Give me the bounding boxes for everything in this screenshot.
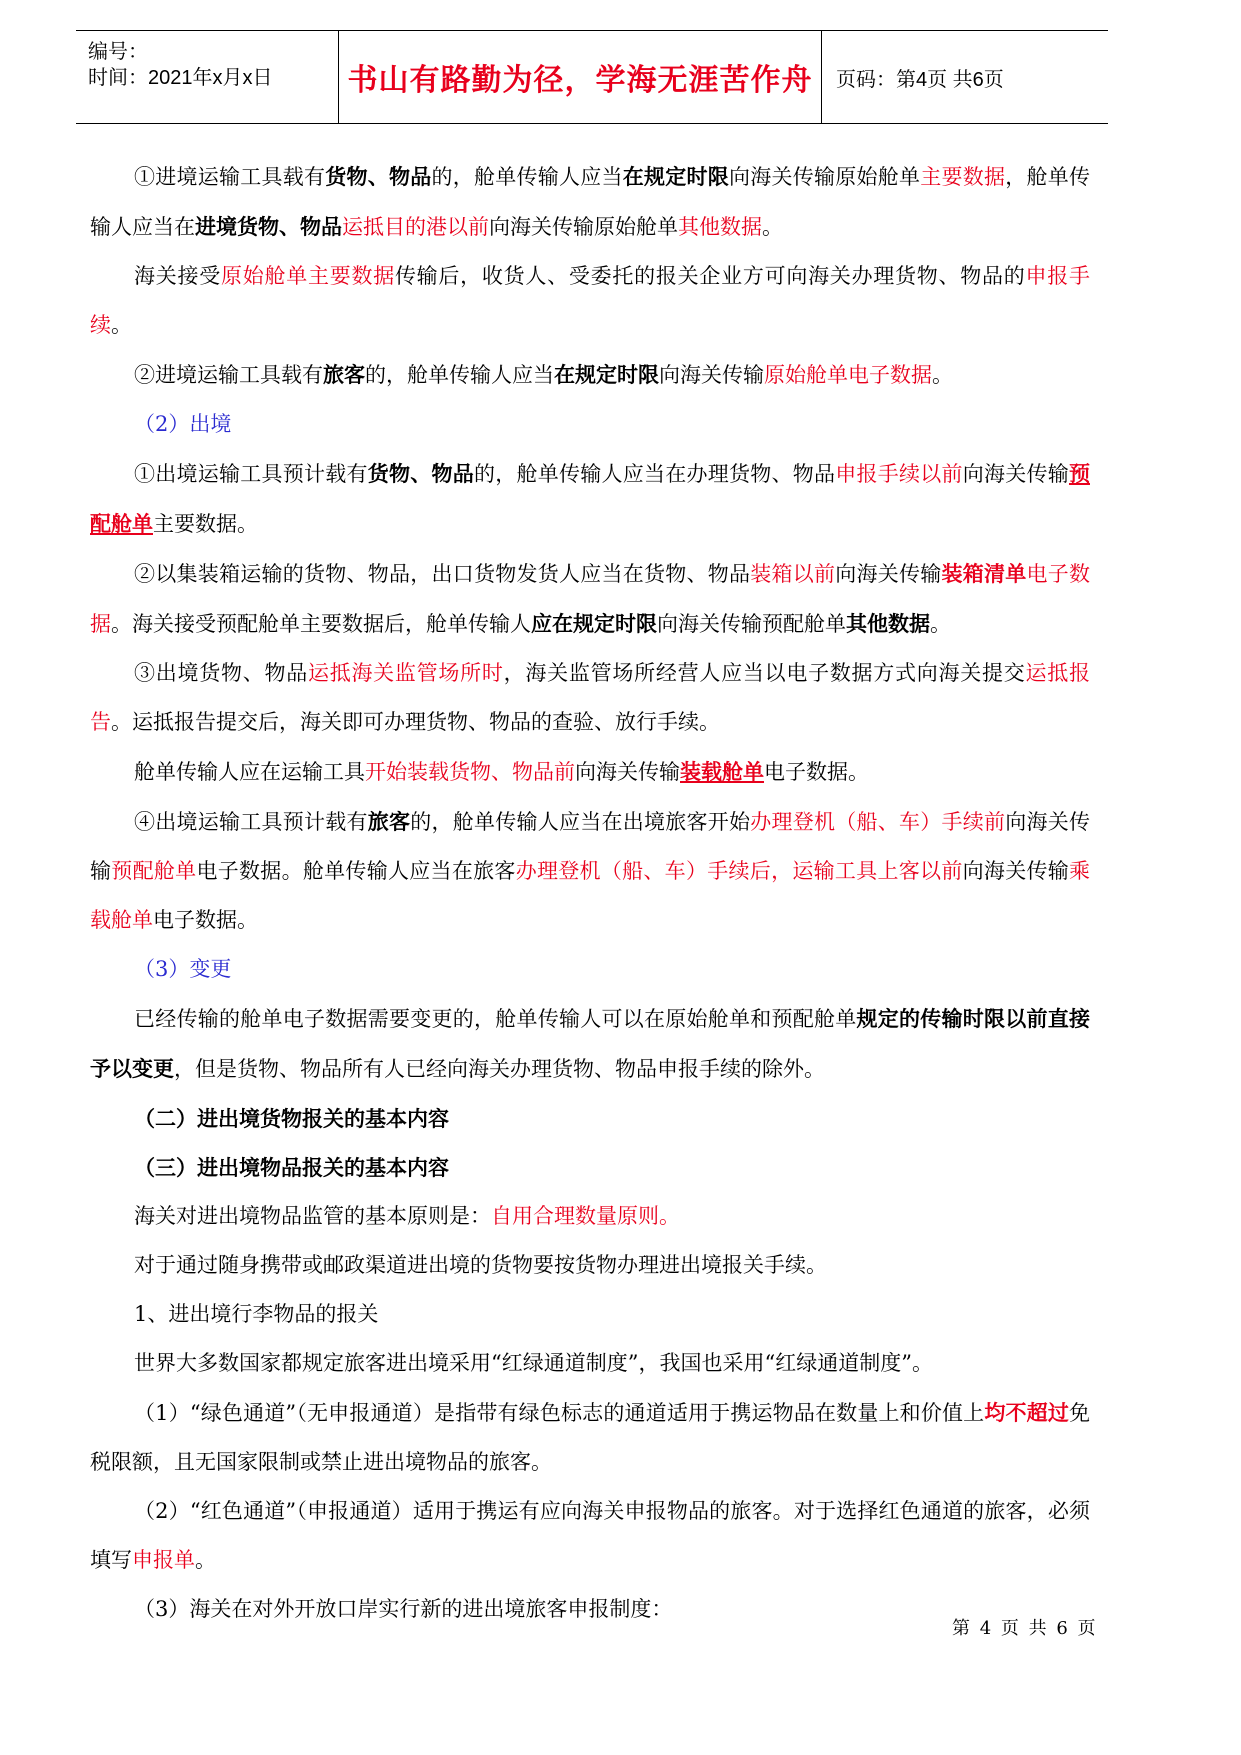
- paragraph-11: 对于通过随身携带或邮政渠道进出境的货物要按货物办理进出境报关手续。: [134, 1253, 827, 1277]
- document-body: [90, 152, 1090, 1634]
- section-heading-articles: （三）进出境物品报关的基本内容: [134, 1155, 449, 1180]
- paragraph-8: ④出境运输工具预计载有旅客的，舱单传输人应当在出境旅客开始办理登机（船、车）手续前向海关传输预配舱单电子数据。舱单传输人应当在旅客办理登机（船、车）手续后，运输工具上客以前向海关传输乘载舱单电子数据。: [90, 809, 1091, 932]
- page-header: [76, 30, 1108, 124]
- header-page-cell: [822, 31, 1108, 123]
- paragraph-12: 1、进出境行李物品的报关: [134, 1302, 379, 1326]
- paragraph-2: 海关接受原始舱单主要数据传输后，收货人、受委托的报关企业方可向海关办理货物、物品的申报手续。: [90, 264, 1091, 337]
- paragraph-13: 世界大多数国家都规定旅客进出境采用“红绿通道制度”，我国也采用“红绿通道制度”。: [134, 1351, 933, 1375]
- header-motto-cell: [338, 31, 822, 123]
- paragraph-16: （3）海关在对外开放口岸实行新的进出境旅客申报制度：: [134, 1597, 673, 1621]
- heading-outbound: （2）出境: [134, 412, 232, 436]
- paragraph-6: ③出境货物、物品运抵海关监管场所时，海关监管场所经营人应当以电子数据方式向海关提交运抵报告。运抵报告提交后，海关即可办理货物、物品的查验、放行手续。: [90, 661, 1091, 734]
- section-heading-goods: （二）进出境货物报关的基本内容: [134, 1106, 449, 1131]
- header-meta: [76, 31, 338, 123]
- paragraph-1: ①进境运输工具载有货物、物品的，舱单传输人应当在规定时限向海关传输原始舱单主要数据，舱单传输人应当在进境货物、物品运抵目的港以前向海关传输原始舱单其他数据。: [90, 164, 1090, 239]
- page-footer: 第 4 页 共 6 页: [952, 1618, 1098, 1639]
- paragraph-10: 海关对进出境物品监管的基本原则是：自用合理数量原则。: [134, 1204, 680, 1228]
- paragraph-7: 舱单传输人应在运输工具开始装载货物、物品前向海关传输装载舱单电子数据。: [134, 759, 869, 784]
- paragraph-9: 已经传输的舱单电子数据需要变更的，舱单传输人可以在原始舱单和预配舱单规定的传输时限以前直接予以变更，但是货物、物品所有人已经向海关办理货物、物品申报手续的除外。: [90, 1006, 1090, 1081]
- page-label: 页码：第4页 共6页: [836, 68, 1004, 91]
- paragraph-15: （2）“红色通道”（申报通道）适用于携运有应向海关申报物品的旅客。对于选择红色通道的旅客，必须填写申报单。: [90, 1499, 1090, 1572]
- heading-change: （3）变更: [134, 957, 232, 981]
- paragraph-3: ②进境运输工具载有旅客的，舱单传输人应当在规定时限向海关传输原始舱单电子数据。: [134, 362, 953, 387]
- time-label: 时间：2021年x月x日: [88, 67, 273, 89]
- motto: 书山有路勤为径，学海无涯苦作舟: [347, 63, 813, 98]
- paragraph-4: ①出境运输工具预计载有货物、物品的，舱单传输人应当在办理货物、物品申报手续以前向海关传输预配舱单主要数据。: [90, 461, 1090, 536]
- paragraph-5: ②以集装箱运输的货物、物品，出口货物发货人应当在货物、物品装箱以前向海关传输装箱清单电子数据。海关接受预配舱单主要数据后，舱单传输人应在规定时限向海关传输预配舱单其他数据。: [90, 561, 1090, 636]
- paragraph-14: （1）“绿色通道”（无申报通道）是指带有绿色标志的通道适用于携运物品在数量上和价值上均不超过免税限额，且无国家限制或禁止进出境物品的旅客。: [90, 1400, 1090, 1474]
- number-label: 编号：: [88, 41, 148, 63]
